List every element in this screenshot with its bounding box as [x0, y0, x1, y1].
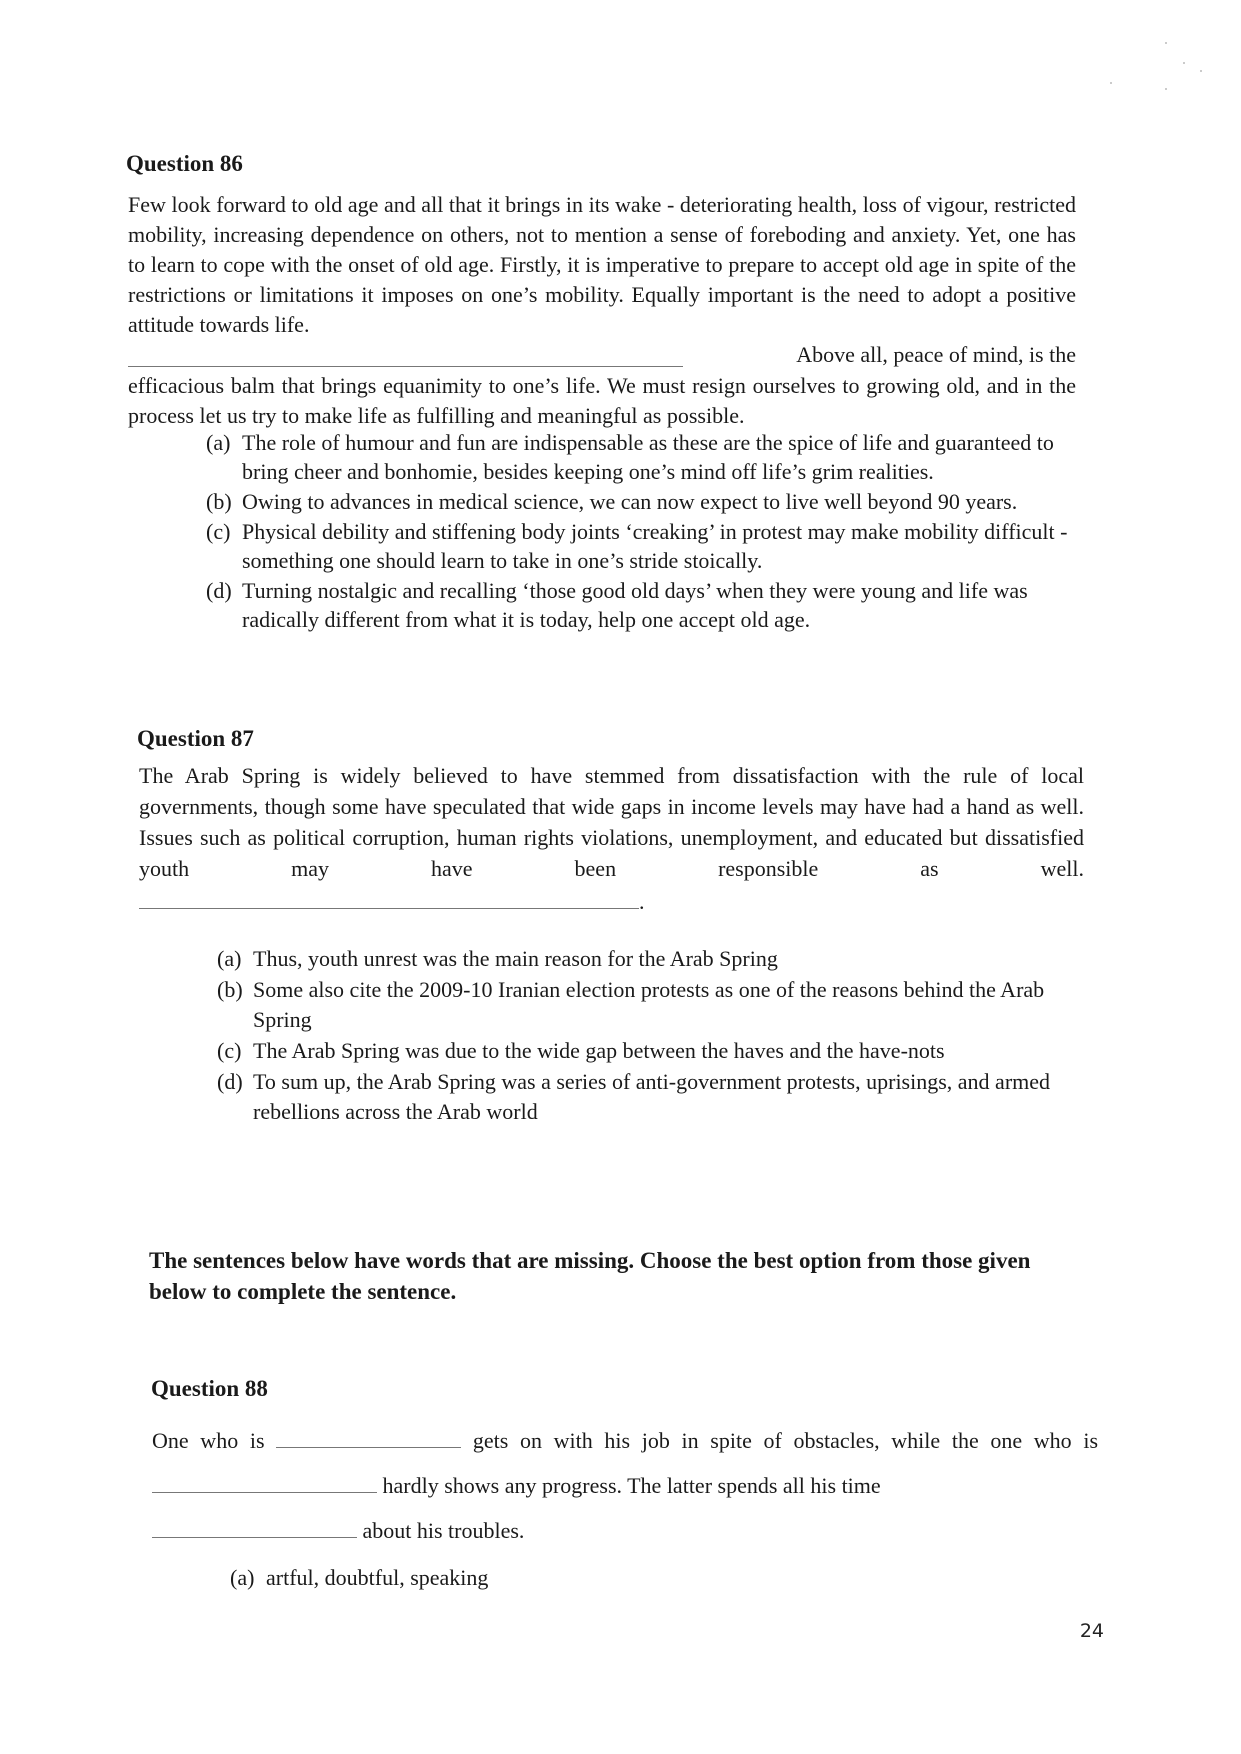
scan-speck — [1165, 88, 1167, 90]
question-87-blank-row — [139, 886, 1084, 917]
question-86-text-after-blank: Above all, peace of mind, is the — [796, 342, 1076, 367]
question-86-text-continued: efficacious balm that brings equanimity to one’s life. We must resign ourselves to growing old, and in the process let us try to make life as fulfilling and meaningful as possible. — [128, 373, 1076, 428]
option-item — [206, 487, 1078, 516]
option-letter: (a) — [206, 430, 231, 455]
question-88-part-2: gets on with his job in spite of obstacles, while the one who is — [472, 1428, 1099, 1453]
option-letter: (a) — [217, 946, 242, 971]
section-instruction: The sentences below have words that are missing. Choose the best option from those given below to complete the sentence. — [149, 1248, 1031, 1304]
option-item — [217, 1067, 1069, 1127]
option-text: Physical debility and stiffening body joints ‘creaking’ in protest may make mobility difficult - something one should learn to take in one’s stride stoically. — [242, 519, 1068, 573]
option-text: Thus, youth unrest was the main reason for the Arab Spring — [253, 946, 778, 971]
option-text: Owing to advances in medical science, we can now expect to live well beyond 90 years. — [242, 489, 1018, 514]
option-letter: (b) — [217, 977, 243, 1002]
option-text: Some also cite the 2009-10 Iranian election protests as one of the reasons behind the Arab Spring — [253, 977, 1045, 1032]
option-item — [206, 576, 1078, 634]
question-87-blank-end: . — [639, 889, 645, 914]
option-item — [206, 428, 1078, 486]
question-88-options — [230, 1563, 1030, 1593]
option-letter: (a) — [230, 1565, 255, 1590]
option-letter: (d) — [217, 1069, 243, 1094]
option-item — [230, 1563, 1030, 1592]
option-text: To sum up, the Arab Spring was a series of anti-government protests, uprisings, and armed rebellions across the Arab world — [253, 1069, 1051, 1124]
question-86-title: Question 86 — [126, 151, 243, 176]
question-88-blank-1 — [276, 1446, 461, 1448]
question-88-blank-3 — [152, 1536, 357, 1538]
option-text: artful, doubtful, speaking — [266, 1565, 489, 1590]
scan-speck — [1110, 82, 1112, 84]
option-item — [217, 1036, 1069, 1066]
option-letter: (d) — [206, 578, 232, 603]
question-86-options — [206, 428, 1078, 635]
question-88-part-3: hardly shows any progress. The latter spends all his time — [382, 1473, 881, 1498]
option-item — [217, 975, 1069, 1035]
question-88-passage — [152, 1418, 1098, 1553]
option-letter: (b) — [206, 489, 232, 514]
option-letter: (c) — [217, 1038, 242, 1063]
question-86-passage — [128, 190, 1076, 431]
question-88-blank-2 — [152, 1491, 377, 1493]
scan-speck — [1200, 70, 1202, 72]
option-text: Turning nostalgic and recalling ‘those good old days’ when they were young and life was radically different from what it is today, help one accept old age. — [242, 578, 1028, 632]
option-letter: (c) — [206, 519, 231, 544]
page-number: 24 — [1079, 1620, 1104, 1642]
question-87-answer-blank — [139, 907, 639, 909]
scan-speck — [1183, 62, 1185, 64]
question-88-part-4: about his troubles. — [362, 1518, 525, 1543]
question-88-title: Question 88 — [151, 1376, 268, 1401]
question-87-options — [217, 944, 1069, 1128]
question-87-title: Question 87 — [137, 726, 254, 751]
option-item — [206, 517, 1078, 575]
option-item — [217, 944, 1069, 974]
question-87-text: The Arab Spring is widely believed to have stemmed from dissatisfaction with the rule of local governments, though some have speculated that wide gaps in income levels may have had a hand as well. Issues such as political corruption, human rights violations, unemployment, and educated but dissatisfied youth may have been responsible as well. — [139, 763, 1084, 881]
question-88-part-1: One who is — [152, 1428, 265, 1453]
question-87-passage — [139, 760, 1084, 917]
question-86-text-before: Few look forward to old age and all that it brings in its wake - deteriorating health, loss of vigour, restricted mobility, increasing dependence on others, not to mention a sense of foreboding and anxiety. Yet, one has to learn to cope with the onset of old age. Firstly, it is imperative to prepare to accept old age in spite of the restrictions or limitations it imposes on one’s mobility. Equally important is the need to adopt a positive attitude towards life. — [128, 192, 1076, 337]
option-text: The role of humour and fun are indispensable as these are the spice of life and guaranteed to bring cheer and bonhomie, besides keeping one’s mind off life’s grim realities. — [242, 430, 1054, 484]
option-text: The Arab Spring was due to the wide gap between the haves and the have-nots — [253, 1038, 945, 1063]
scan-speck — [1165, 42, 1167, 44]
question-86-answer-blank — [128, 366, 683, 367]
